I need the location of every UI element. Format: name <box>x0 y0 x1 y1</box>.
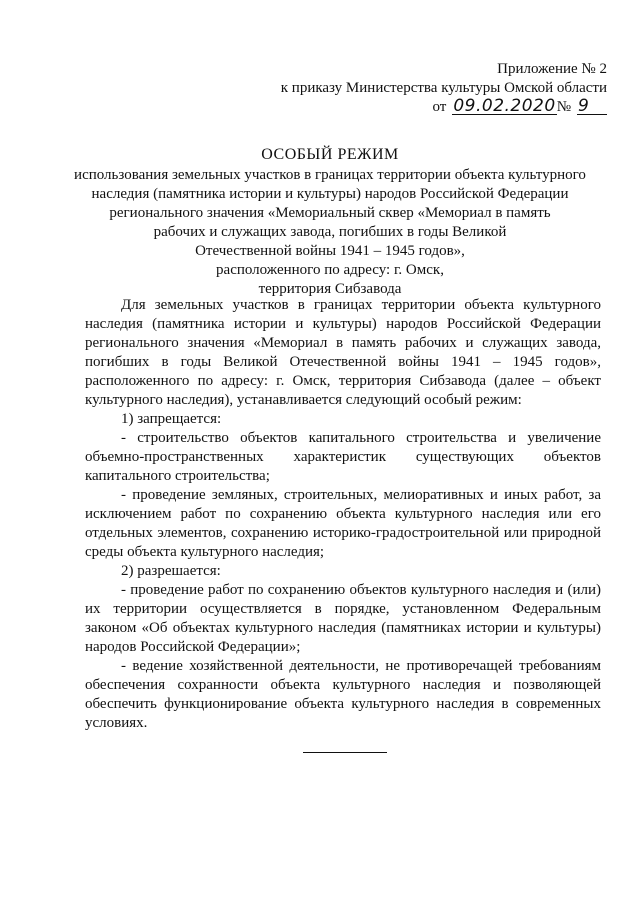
prohibited-item: - строительство объектов капитального строительства и увеличение объемно-пространственных характеристик существующих объектов капитального строительства; <box>85 430 601 484</box>
subtitle-line: территория Сибзавода <box>258 281 402 297</box>
document-title: ОСОБЫЙ РЕЖИМ <box>261 146 399 163</box>
document-subtitle <box>70 166 590 299</box>
intro-paragraph: Для земельных участков в границах территории объекта культурного наследия (памятника истории и культуры) народов Российской Федерации регионального значения «Мемориал в память рабочих и служащих завода, погибших в годы Великой Отечественной войны 1941 – 1945 годов», расположенного по адресу: г. Омск, территория Сибзавода (далее – объект культурного наследия), устанавливается следующий особый режим: <box>85 297 601 408</box>
prohibited-item: - проведение земляных, строительных, мелиоративных и иных работ, за исключением работ по сохранению объекта культурного наследия или его отдельных элементов, сохранению историко-градостроительной или природной среды объекта культурного наследия; <box>85 487 601 560</box>
order-date-line <box>432 98 607 117</box>
subtitle-line: использования земельных участков в границах территории объекта культурного <box>74 167 586 183</box>
subtitle-line: расположенного по адресу: г. Омск, <box>216 262 444 278</box>
permitted-item: - проведение работ по сохранению объектов культурного наследия и (или) их территории осуществляется в порядке, установленном Федеральным законом «Об объектах культурного наследия (памятниках истории и культуры) народов Российской Федерации»; <box>85 582 601 655</box>
handwritten-order-date: 09.02.2020 <box>453 96 556 116</box>
permitted-item: - ведение хозяйственной деятельности, не противоречащей требованиям обеспечения сохранности объекта культурного наследия и позволяющей обеспечить функционирование объекта культурного наследия в современных условиях. <box>85 658 601 731</box>
section-heading-prohibited: 1) запрещается: <box>121 411 222 427</box>
subtitle-line: Отечественной войны 1941 – 1945 годов», <box>195 243 465 259</box>
document-body <box>85 296 601 733</box>
date-prefix: от <box>432 99 447 115</box>
appendix-order-reference: к приказу Министерства культуры Омской области <box>280 80 607 96</box>
end-divider <box>303 752 387 753</box>
subtitle-line: рабочих и служащих завода, погибших в годы Великой <box>153 224 507 240</box>
number-prefix: № <box>556 99 571 115</box>
appendix-header <box>281 60 607 117</box>
document-title-block <box>70 145 590 299</box>
subtitle-line: регионального значения «Мемориальный сквер «Мемориал в память <box>109 205 551 221</box>
section-heading-permitted: 2) разрешается: <box>121 563 221 579</box>
appendix-number: Приложение № 2 <box>497 61 607 77</box>
handwritten-order-number: 9 <box>577 98 607 115</box>
subtitle-line: наследия (памятника истории и культуры) народов Российской Федерации <box>91 186 569 202</box>
